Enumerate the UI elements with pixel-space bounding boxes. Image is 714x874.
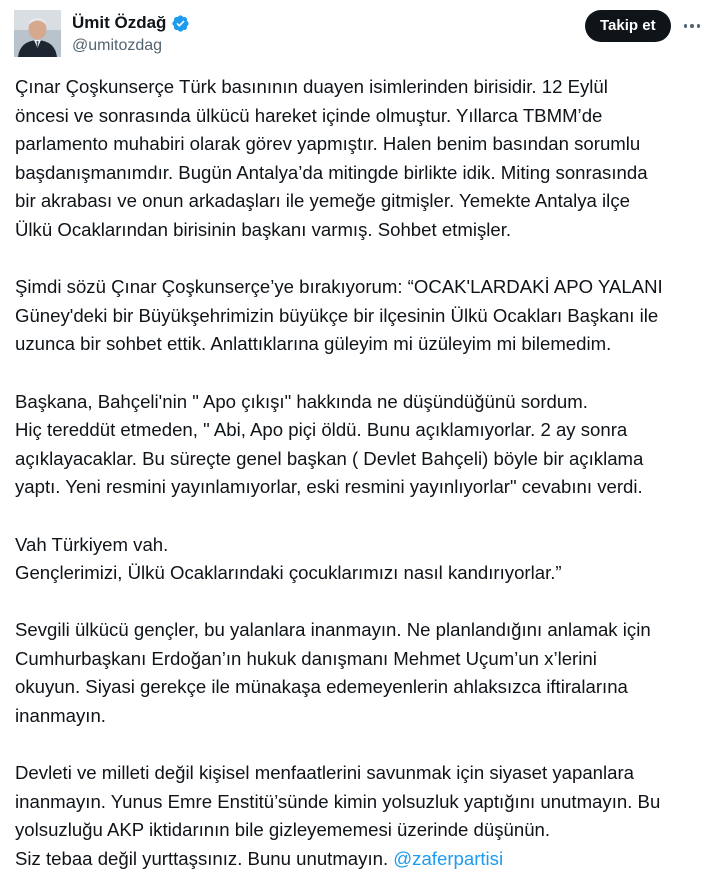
avatar[interactable] xyxy=(14,10,61,57)
tweet-line: Başkana, Bahçeli'nin " Apo çıkışı" hakkında ne düşündüğünü sordum. xyxy=(15,390,588,412)
tweet-paragraph xyxy=(15,759,707,873)
author-names xyxy=(72,12,190,55)
tweet-line: Ülkü Ocaklarından birisinin başkanı varmış. Sohbet etmişler. xyxy=(15,218,512,240)
verified-badge-icon xyxy=(171,14,190,33)
tweet-line: başdanışmanımdır. Bugün Antalya’da mitingde birlikte idik. Miting sonrasında xyxy=(15,161,648,183)
tweet-line: inanmayın. Yunus Emre Enstitü’sünde kimin yolsuzluk yaptığını unutmayın. Bu xyxy=(15,790,661,812)
display-name[interactable]: Ümit Özdağ xyxy=(72,13,167,32)
tweet-line: Sevgili ülkücü gençler, bu yalanlara inanmayın. Ne planlandığını anlamak için xyxy=(15,619,651,641)
avatar-photo xyxy=(14,10,61,57)
tweet-line: Gençlerimizi, Ülkü Ocaklarındaki çocuklarımızı nasıl kandırıyorlar.” xyxy=(15,562,562,584)
tweet-line: yaptı. Yeni resmini yayınlamıyorlar, eski resmini yayınlıyorlar" cevabını verdi. xyxy=(15,476,643,498)
tweet-line: Çınar Çoşkunserçe Türk basınının duayen isimlerinden birisidir. 12 Eylül xyxy=(15,76,608,97)
tweet-last-line xyxy=(15,845,707,874)
mention-link[interactable]: @zaferpartisi xyxy=(393,848,504,870)
tweet-line: açıklayacaklar. Bu süreçte genel başkan ( Devlet Bahçeli) böyle bir açıklama xyxy=(15,447,644,469)
tweet-line: Vah Türkiyem vah. xyxy=(15,533,169,555)
tweet-line: yolsuzluğu AKP iktidarının bile gizleyememesi üzerinde düşünün. xyxy=(15,819,551,841)
tweet-last-line-text: Siz tebaa değil yurttaşsınız. Bunu unutmayın. xyxy=(15,848,394,870)
tweet-line: Cumhurbaşkanı Erdoğan’ın hukuk danışmanı Mehmet Uçum’un x’lerini xyxy=(15,647,597,669)
tweet-paragraph xyxy=(15,273,707,359)
tweet-paragraph xyxy=(15,388,707,502)
tweet-line: okuyun. Siyasi gerekçe ile münakaşa edemeyenlerin ahlaksızca iftiralarına xyxy=(15,676,628,698)
tweet-header xyxy=(14,8,704,60)
tweet-paragraph xyxy=(15,73,707,245)
tweet-line: Hiç tereddüt etmeden, " Abi, Apo piçi öldü. Bunu açıklamıyorlar. 2 ay sonra xyxy=(15,419,628,441)
tweet-paragraph xyxy=(15,616,707,730)
tweet-line: inanmayın. xyxy=(15,705,106,727)
tweet-line: uzunca bir sohbet ettik. Anlattıklarına güleyim mi üzüleyim mi bilemedim. xyxy=(15,333,612,355)
tweet-paragraph xyxy=(15,531,707,588)
tweet-line: bir akrabası ve onun arkadaşları ile yemeğe gitmişler. Yemekte Antalya ilçe xyxy=(15,190,630,212)
more-horizontal-icon[interactable] xyxy=(679,14,705,38)
tweet-line: Şimdi sözü Çınar Çoşkunserçe’ye bırakıyorum: “OCAK'LARDAKİ APO YALANI xyxy=(15,276,663,298)
tweet-line: parlamento muhabiri olarak görev yapmıştır. Halen benim basından sorumlu xyxy=(15,133,641,155)
tweet-line: Güney'deki bir Büyükşehrimizin büyükçe bir ilçesinin Ülkü Ocakları Başkanı ile xyxy=(15,304,659,326)
author-handle[interactable]: @umitozdag xyxy=(72,37,163,54)
tweet-line: öncesi ve sonrasında ülkücü hareket içinde olmuştur. Yıllarca TBMM’de xyxy=(15,104,603,126)
follow-button[interactable]: Takip et xyxy=(585,10,671,42)
tweet-line: Devleti ve milleti değil kişisel menfaatlerini savunmak için siyaset yapanlara xyxy=(15,762,635,784)
tweet-text xyxy=(15,73,707,874)
display-name-row xyxy=(72,12,190,34)
